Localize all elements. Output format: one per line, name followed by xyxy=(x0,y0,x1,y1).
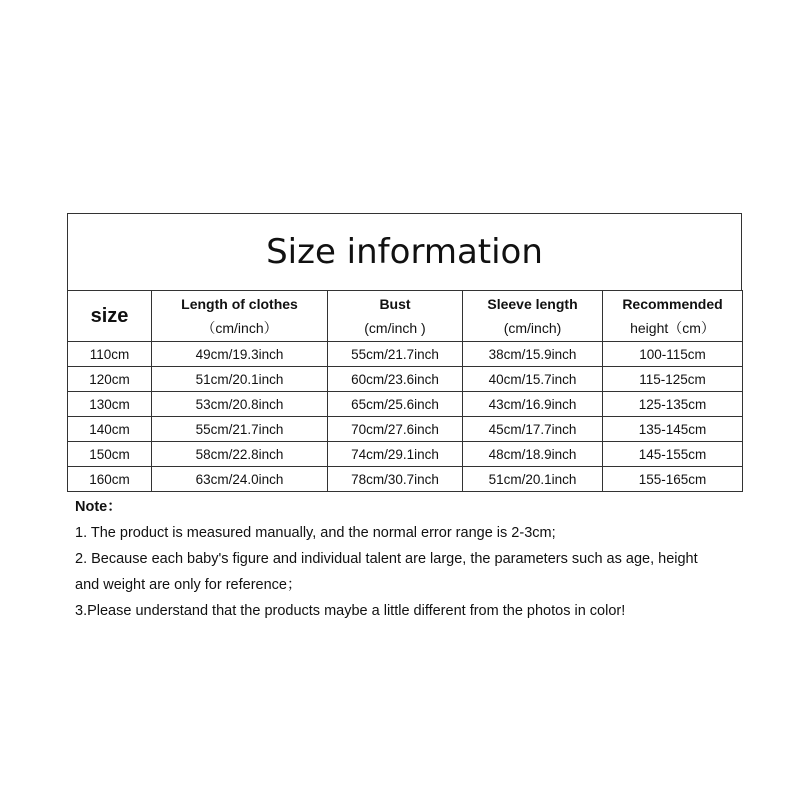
header-bust xyxy=(328,291,463,342)
cell-bust: 78cm/30.7inch xyxy=(328,467,463,492)
header-height xyxy=(603,291,743,342)
header-length-label: Length of clothes xyxy=(181,296,298,312)
notes-label: Note： xyxy=(75,499,122,515)
header-height-unit: height（cm） xyxy=(630,320,715,336)
cell-sleeve: 48cm/18.9inch xyxy=(463,442,603,467)
note-line: and weight are only for reference； xyxy=(75,577,302,593)
cell-size: 120cm xyxy=(68,367,152,392)
cell-size: 130cm xyxy=(68,392,152,417)
header-sleeve xyxy=(463,291,603,342)
cell-height: 100-115cm xyxy=(603,342,743,367)
chart-title: Size information xyxy=(67,213,742,290)
table-row xyxy=(68,342,743,367)
header-size xyxy=(68,291,152,342)
cell-size: 150cm xyxy=(68,442,152,467)
cell-height: 125-135cm xyxy=(603,392,743,417)
header-size-label: size xyxy=(90,305,129,327)
table-row xyxy=(68,392,743,417)
cell-sleeve: 38cm/15.9inch xyxy=(463,342,603,367)
cell-bust: 70cm/27.6inch xyxy=(328,417,463,442)
header-length-unit: （cm/inch） xyxy=(201,320,278,336)
cell-sleeve: 51cm/20.1inch xyxy=(463,467,603,492)
cell-length: 58cm/22.8inch xyxy=(152,442,328,467)
cell-height: 145-155cm xyxy=(603,442,743,467)
size-chart xyxy=(67,213,742,492)
table-row xyxy=(68,417,743,442)
header-sleeve-unit: (cm/inch) xyxy=(503,320,562,336)
table-row xyxy=(68,467,743,492)
note-line: 1. The product is measured manually, and the normal error range is 2-3cm; xyxy=(75,525,556,541)
cell-height: 115-125cm xyxy=(603,367,743,392)
cell-length: 53cm/20.8inch xyxy=(152,392,328,417)
cell-length: 63cm/24.0inch xyxy=(152,467,328,492)
cell-bust: 55cm/21.7inch xyxy=(328,342,463,367)
header-bust-label: Bust xyxy=(379,296,411,312)
table-row xyxy=(68,367,743,392)
cell-height: 135-145cm xyxy=(603,417,743,442)
header-bust-unit: (cm/inch ) xyxy=(364,320,426,336)
note-line: 2. Because each baby's figure and individual talent are large, the parameters such as age, height xyxy=(75,551,698,567)
cell-size: 110cm xyxy=(68,342,152,367)
cell-size: 140cm xyxy=(68,417,152,442)
cell-length: 55cm/21.7inch xyxy=(152,417,328,442)
header-sleeve-label: Sleeve length xyxy=(487,296,578,312)
table-row xyxy=(68,442,743,467)
header-row xyxy=(68,291,743,342)
note-line: 3.Please understand that the products maybe a little different from the photos in color! xyxy=(75,603,626,619)
cell-sleeve: 43cm/16.9inch xyxy=(463,392,603,417)
cell-height: 155-165cm xyxy=(603,467,743,492)
header-height-label: Recommended xyxy=(622,296,723,312)
cell-sleeve: 45cm/17.7inch xyxy=(463,417,603,442)
notes-section xyxy=(75,494,775,624)
cell-length: 51cm/20.1inch xyxy=(152,367,328,392)
cell-size: 160cm xyxy=(68,467,152,492)
cell-length: 49cm/19.3inch xyxy=(152,342,328,367)
cell-bust: 74cm/29.1inch xyxy=(328,442,463,467)
size-table xyxy=(67,290,743,492)
cell-sleeve: 40cm/15.7inch xyxy=(463,367,603,392)
header-length xyxy=(152,291,328,342)
cell-bust: 60cm/23.6inch xyxy=(328,367,463,392)
cell-bust: 65cm/25.6inch xyxy=(328,392,463,417)
